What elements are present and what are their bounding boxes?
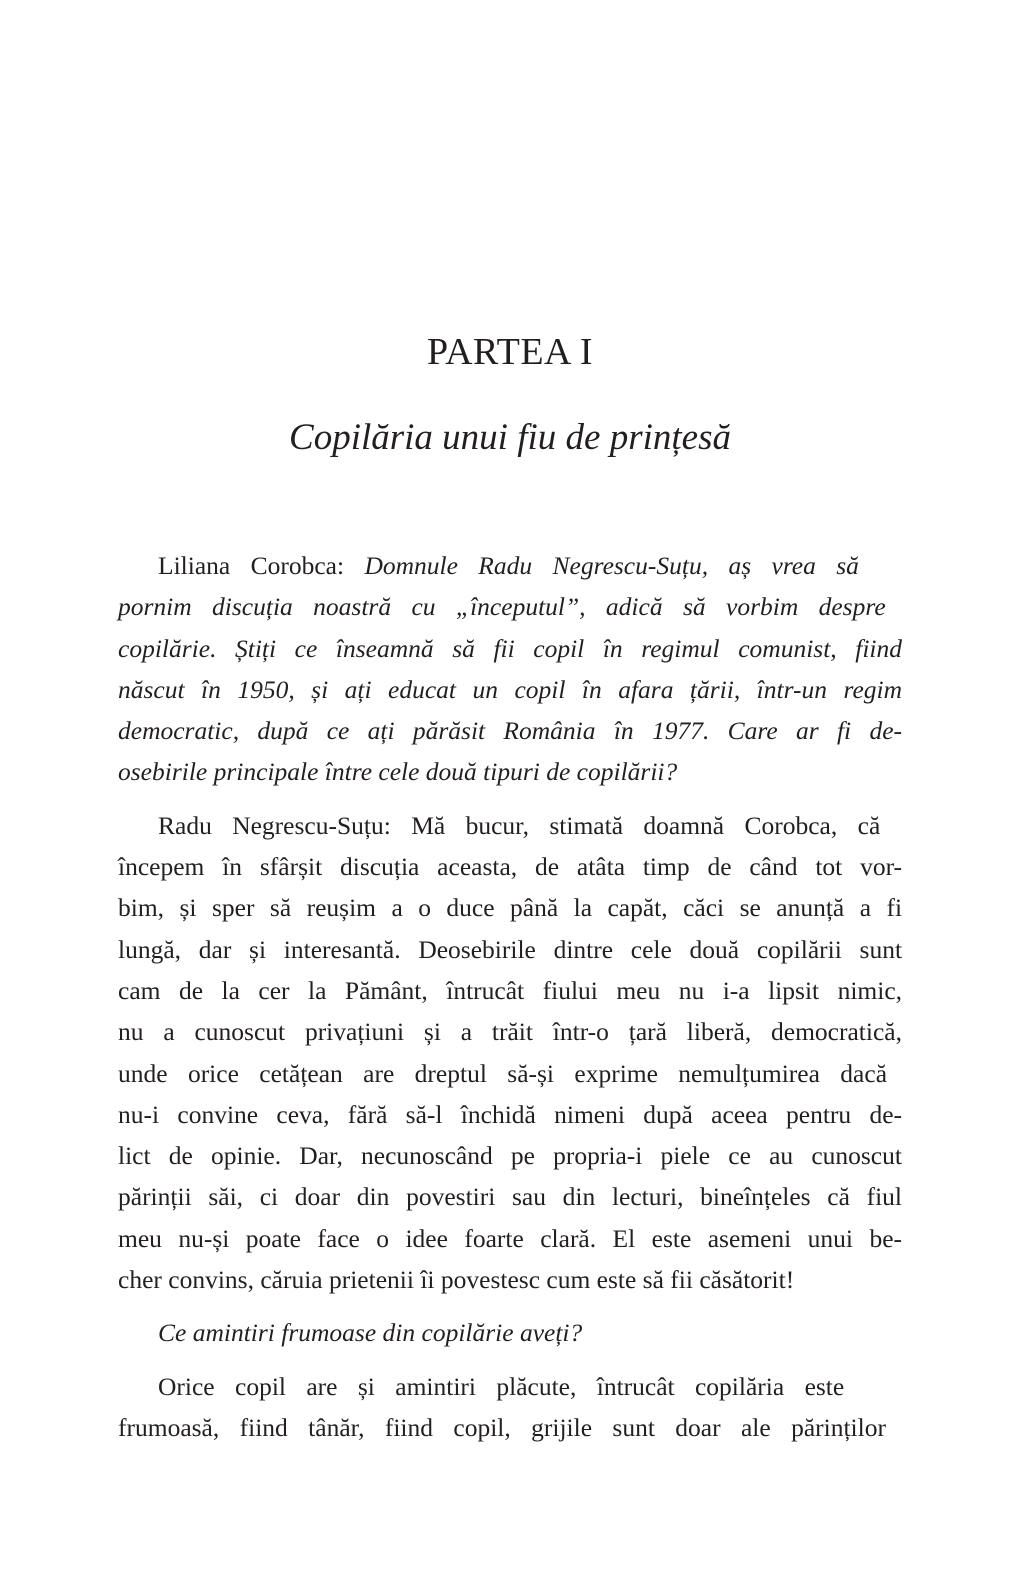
text-line: democratic, după ce ați părăsit România în 1977. Care ar fi de- [118, 716, 903, 746]
text-line [118, 545, 902, 586]
text-line: frumoasă, fiind tânăr, fiind copil, grijile sunt doar ale părinților [118, 1412, 886, 1442]
text-line: nu a cunoscut privațiuni și a trăit într-o țară liberă, democratică, [118, 1017, 902, 1047]
text-line: unde orice cetățean are dreptul să-și exprime nemulțumirea dacă [118, 1058, 888, 1088]
paragraph-interviewer [118, 545, 902, 793]
text-line: nu-i convine ceva, fără să-l închidă nimeni după aceea pentru de- [118, 1099, 903, 1129]
text-line: cam de la cer la Pământ, întrucât fiului meu nu i-a lipsit nimic, [118, 975, 903, 1005]
paragraph-answer [118, 805, 902, 1301]
text-line [118, 805, 902, 846]
text-line: Orice copil are și amintiri plăcute, întrucât copilăria este [158, 1371, 845, 1401]
question-line: Ce amintiri frumoase din copilărie aveți? [158, 1318, 583, 1348]
text-line: bim, și sper să reușim a o duce până la capăt, căci se anunță a fi [118, 893, 903, 923]
part-title: PARTEA I [426, 331, 594, 373]
body-text [118, 545, 902, 1460]
paragraph-question [118, 1312, 902, 1353]
question-text: Domnule Radu Negrescu-Suțu, aș vrea să [344, 551, 859, 580]
speaker-name: Liliana Corobca: [158, 551, 345, 580]
book-page [118, 0, 902, 1575]
text-line: copilărie. Știți ce înseamnă să fii copil în regimul comunist, fiind [118, 633, 902, 663]
part-subtitle: Copilăria unui fiu de prințesă [289, 417, 731, 458]
text-line: lungă, dar și interesantă. Deosebirile dintre cele două copilării sunt [118, 934, 903, 964]
text-line: părinții săi, ci doar din povestiri sau din lecturi, bineînțeles că fiul [118, 1182, 903, 1212]
text-line: cher convins, căruia prietenii îi povestesc cum este să fii căsătorit! [118, 1265, 795, 1295]
text-line: începem în sfârșit discuția aceasta, de atâta timp de când tot vor- [118, 852, 903, 882]
text-line: pornim discuția noastră cu „începutul”, adică să vorbim despre [118, 592, 886, 622]
answer-text: Mă bucur, stimată doamnă Corobca, că [390, 810, 881, 840]
text-line: născut în 1950, și ați educat un copil în afara țării, într-un regim [118, 674, 903, 704]
paragraph-answer-2 [118, 1366, 902, 1449]
text-line: meu nu-și poate face o idee foarte clară. El este asemeni unui be- [118, 1223, 902, 1253]
text-line: lict de opinie. Dar, necunoscând pe propria-i piele ce au cunoscut [118, 1141, 902, 1171]
speaker-name: Radu Negrescu-Suțu: [158, 810, 391, 840]
text-line: osebirile principale între cele două tipuri de copilării? [118, 757, 678, 787]
